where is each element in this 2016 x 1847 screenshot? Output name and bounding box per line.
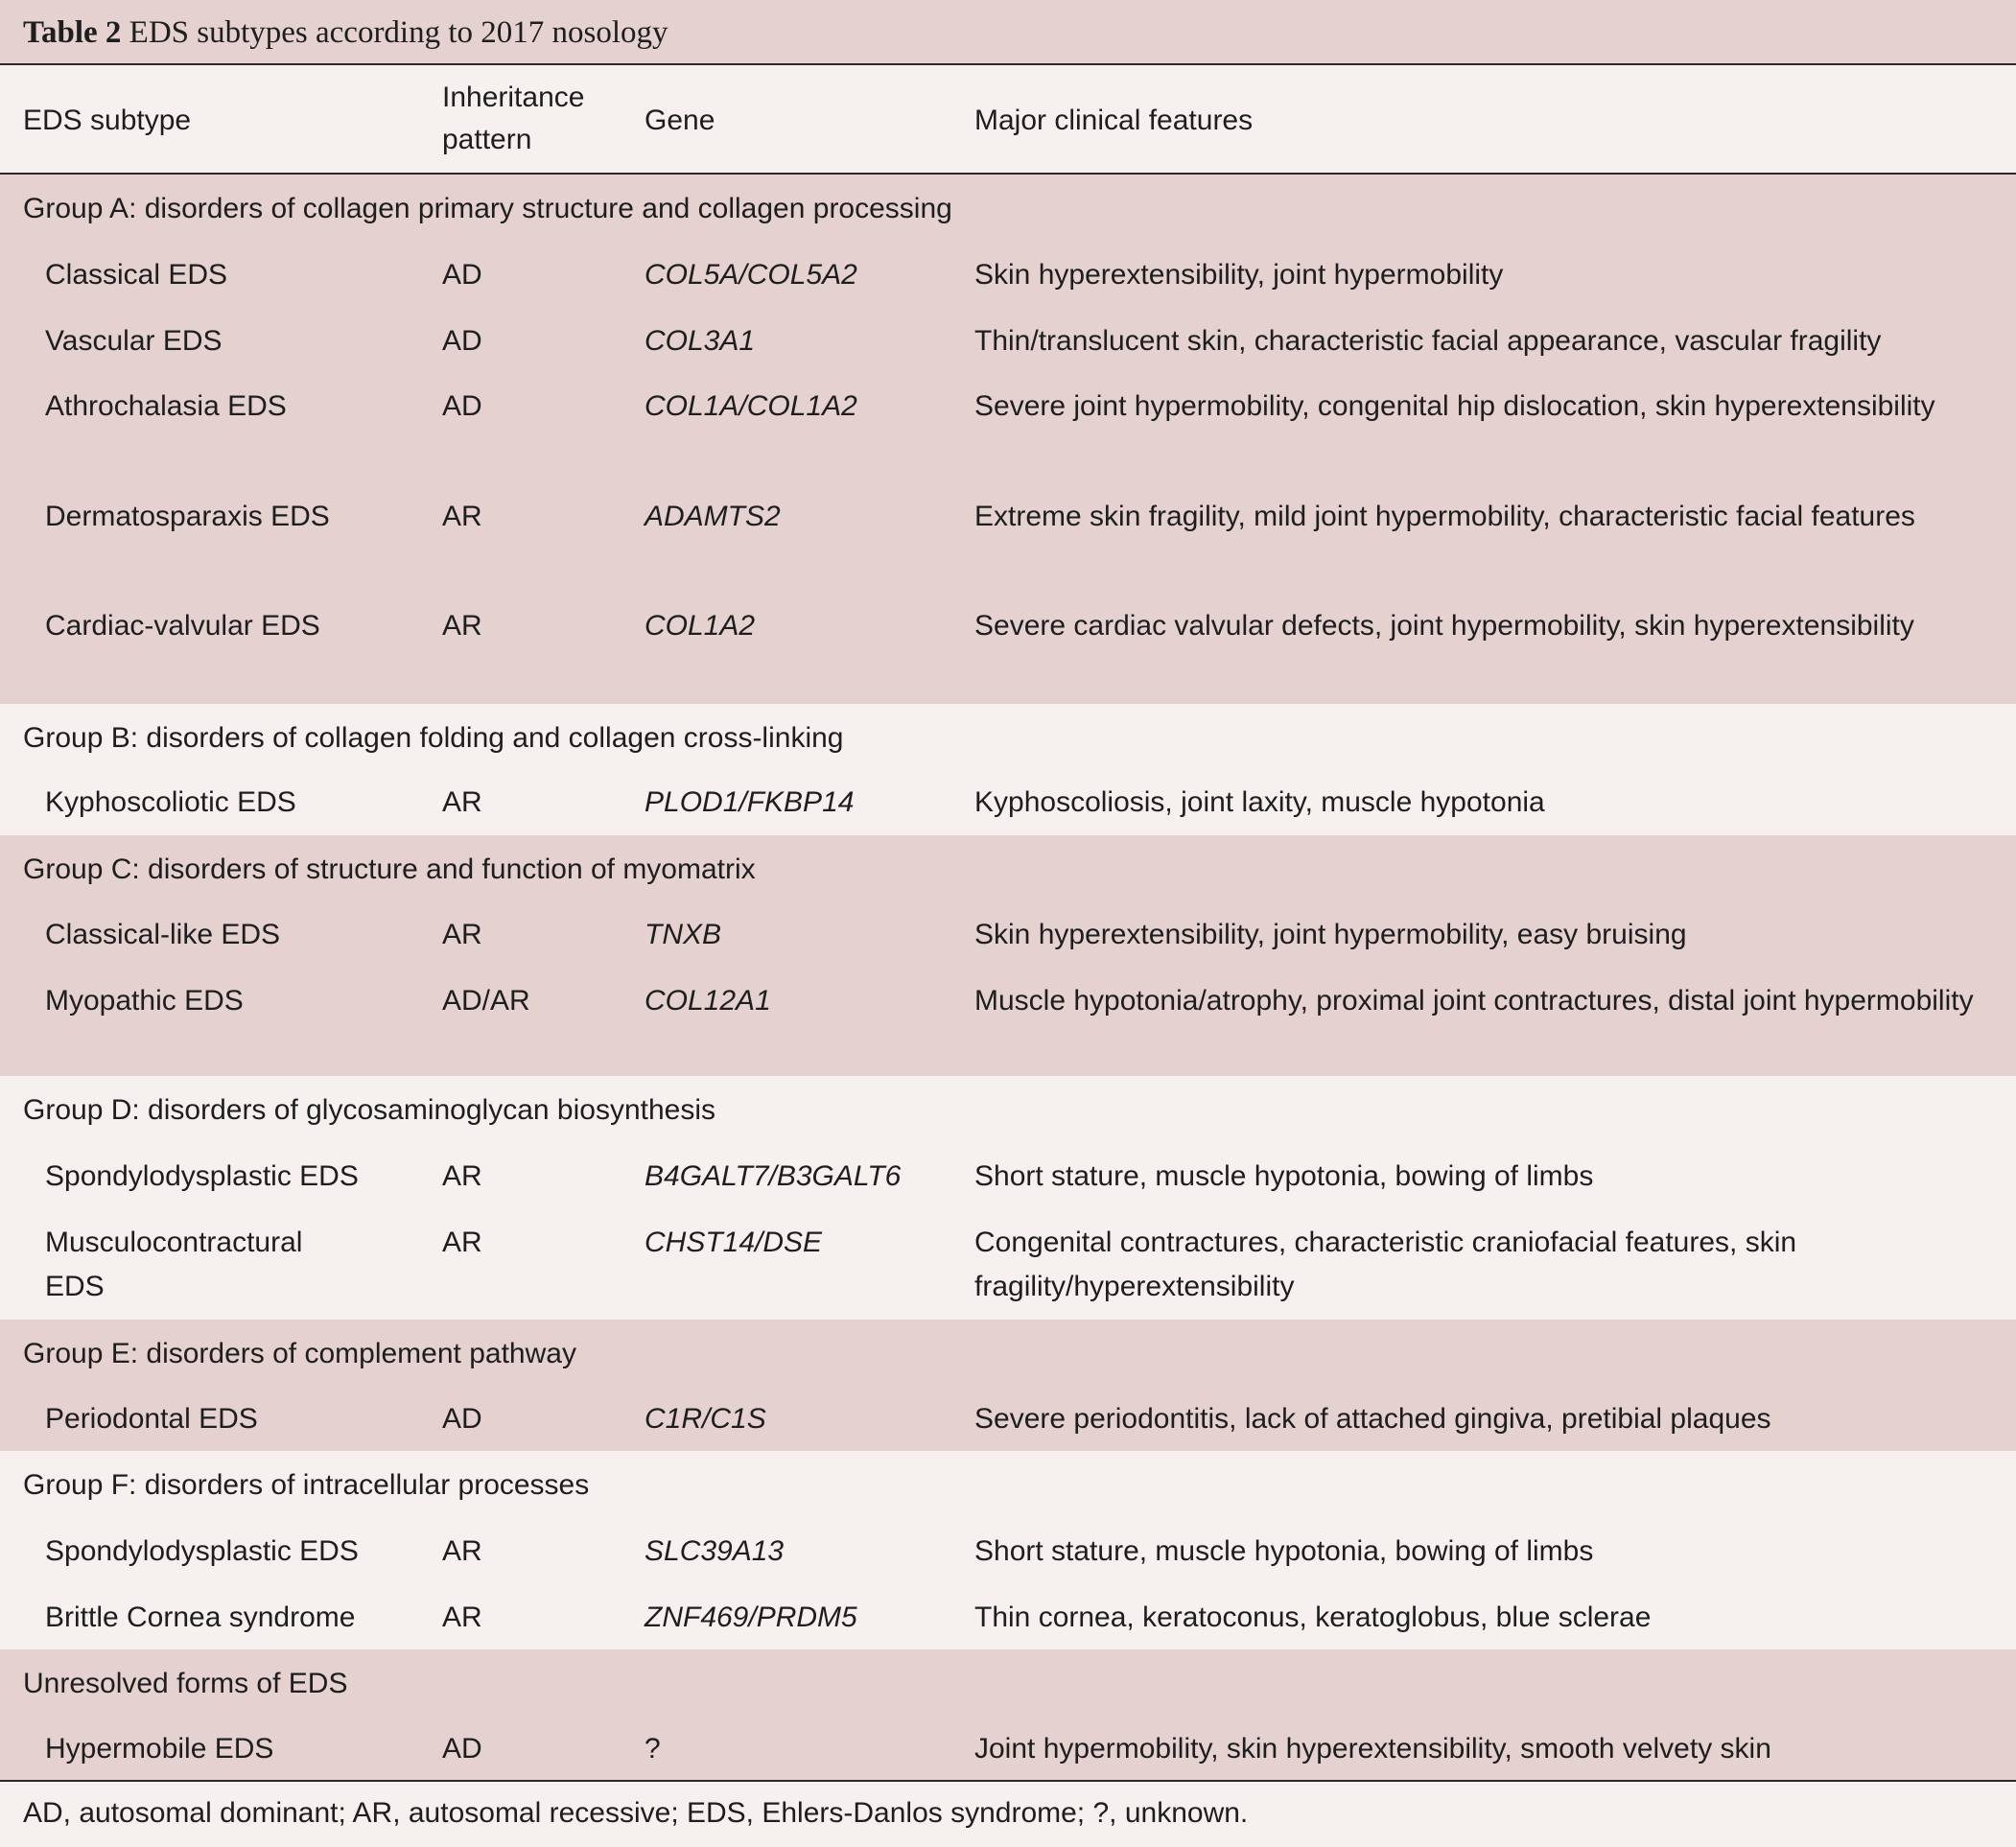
cell-inheritance: AR [442,501,482,532]
cell-gene: TNXB [645,919,722,950]
group-band-f [0,1451,2016,1649]
cell-features: Thin cornea, keratoconus, keratoglobus, blue sclerae [974,1602,1652,1633]
group-band-b [0,704,2016,835]
cell-inheritance: AR [442,1160,482,1192]
cell-subtype: Dermatosparaxis EDS [45,501,330,532]
group-band-d [0,1076,2016,1320]
cell-features: Severe joint hypermobility, congenital hip dislocation, skin hyperextensibility [974,390,1935,422]
cell-subtype: Spondylodysplastic EDS [45,1160,359,1192]
cell-gene: ? [645,1733,661,1765]
group-title: Group D: disorders of glycosaminoglycan biosynthesis [23,1094,716,1126]
cell-features: Skin hyperextensibility, joint hypermobility, easy bruising [974,919,1687,950]
cell-inheritance: AD [442,325,482,357]
header-inheritance-line2: pattern [442,124,532,155]
cell-subtype: Athrochalasia EDS [45,390,287,422]
cell-gene: C1R/C1S [645,1403,766,1435]
cell-subtype: Classical EDS [45,259,228,291]
cell-inheritance: AR [442,1535,482,1567]
cell-subtype: Cardiac-valvular EDS [45,610,320,642]
cell-gene: SLC39A13 [645,1535,785,1567]
cell-subtype: Kyphoscoliotic EDS [45,786,296,818]
cell-inheritance: AD [442,1733,482,1765]
header-features: Major clinical features [974,105,1254,136]
cell-gene: B4GALT7/B3GALT6 [645,1160,902,1192]
group-band-c [0,835,2016,1076]
caption-label: Table 2 [23,15,122,50]
cell-inheritance: AD [442,259,482,291]
cell-inheritance: AR [442,1602,482,1633]
header-inheritance-line1: Inheritance [442,82,585,113]
cell-gene: ZNF469/PRDM5 [645,1602,857,1633]
cell-gene: COL1A2 [645,610,756,642]
group-title: Group B: disorders of collagen folding and collagen cross-linking [23,722,844,754]
group-band-a [0,175,2016,704]
caption-text: EDS subtypes according to 2017 nosology [121,15,668,50]
group-band-e [0,1320,2016,1451]
cell-gene: CHST14/DSE [645,1227,823,1258]
header-gene: Gene [645,105,715,136]
table-header [0,65,2016,175]
group-title: Unresolved forms of EDS [23,1668,348,1699]
group-band-unresolved [0,1649,2016,1780]
cell-inheritance: AD [442,390,482,422]
cell-features: Joint hypermobility, skin hyperextensibility, smooth velvety skin [974,1733,1771,1765]
cell-subtype: Myopathic EDS [45,985,244,1017]
cell-features: Short stature, muscle hypotonia, bowing of limbs [974,1160,1594,1192]
cell-gene: PLOD1/FKBP14 [645,786,855,818]
cell-subtype: Brittle Cornea syndrome [45,1602,356,1633]
cell-inheritance: AR [442,610,482,642]
cell-features: Thin/translucent skin, characteristic facial appearance, vascular fragility [974,325,1882,357]
cell-subtype: Classical-like EDS [45,919,281,950]
cell-subtype: Periodontal EDS [45,1403,258,1435]
cell-inheritance: AR [442,919,482,950]
cell-gene: ADAMTS2 [645,501,781,532]
cell-subtype: Spondylodysplastic EDS [45,1535,359,1567]
cell-subtype: Hypermobile EDS [45,1733,274,1765]
cell-inheritance: AD [442,1403,482,1435]
cell-features: Extreme skin fragility, mild joint hypermobility, characteristic facial features [974,501,1915,532]
cell-inheritance: AR [442,1227,482,1258]
cell-gene: COL5A/COL5A2 [645,259,857,291]
group-title: Group A: disorders of collagen primary structure and collagen processing [23,193,952,224]
cell-gene: COL3A1 [645,325,756,357]
header-subtype: EDS subtype [23,105,192,136]
cell-subtype: Musculocontractural EDS [45,1227,303,1302]
cell-inheritance: AR [442,786,482,818]
cell-features: Congenital contractures, characteristic craniofacial features, skin fragility/hyperextensibility [974,1227,1797,1302]
group-title: Group F: disorders of intracellular processes [23,1469,590,1501]
group-title: Group E: disorders of complement pathway [23,1338,576,1369]
cell-subtype: Vascular EDS [45,325,223,357]
group-title: Group C: disorders of structure and function of myomatrix [23,853,756,885]
table-footnote: AD, autosomal dominant; AR, autosomal recessive; EDS, Ehlers-Danlos syndrome; ?, unknown. [0,1780,2016,1847]
cell-gene: COL1A/COL1A2 [645,390,857,422]
cell-gene: COL12A1 [645,985,771,1017]
cell-features: Skin hyperextensibility, joint hypermobility [974,259,1504,291]
cell-features: Kyphoscoliosis, joint laxity, muscle hypotonia [974,786,1545,818]
cell-features: Muscle hypotonia/atrophy, proximal joint contractures, distal joint hypermobility [974,985,1974,1017]
cell-inheritance: AD/AR [442,985,530,1017]
cell-features: Severe periodontitis, lack of attached gingiva, pretibial plaques [974,1403,1771,1435]
cell-features: Severe cardiac valvular defects, joint hypermobility, skin hyperextensibility [974,610,1914,642]
table-caption [0,0,2016,65]
cell-features: Short stature, muscle hypotonia, bowing of limbs [974,1535,1594,1567]
